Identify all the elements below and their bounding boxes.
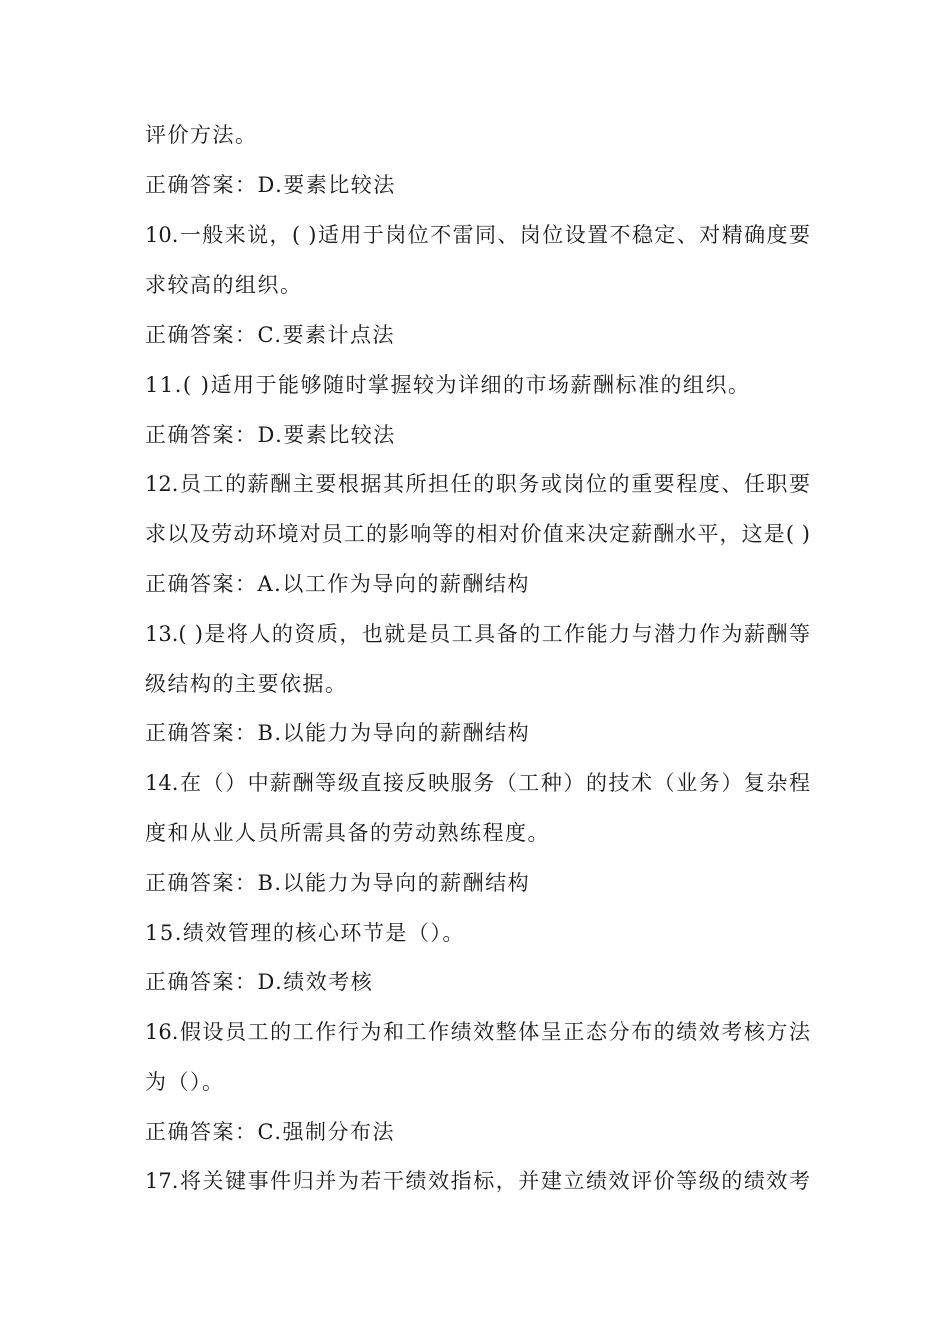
question-line: 16.假设员工的工作行为和工作绩效整体呈正态分布的绩效考核方法: [145, 1020, 810, 1044]
answer-line: 正确答案：D.要素比较法: [145, 173, 396, 197]
question-line: 10.一般来说，( )适用于岗位不雷同、岗位设置不稳定、对精确度要: [145, 223, 810, 247]
question-line: 12.员工的薪酬主要根据其所担任的职务或岗位的重要程度、任职要: [145, 472, 810, 496]
answer-line: 正确答案：C.强制分布法: [145, 1120, 395, 1144]
answer-line: 正确答案：D.绩效考核: [145, 970, 374, 994]
answer-line: 正确答案：A.以工作为导向的薪酬结构: [145, 572, 530, 596]
text-line: 度和从业人员所需具备的劳动熟练程度。: [145, 821, 550, 845]
text-line: 为（）。: [145, 1070, 225, 1094]
answer-line: 正确答案：D.要素比较法: [145, 423, 396, 447]
text-line: 评价方法。: [145, 123, 258, 147]
question-line: 11.( )适用于能够随时掌握较为详细的市场薪酬标准的组织。: [145, 373, 751, 397]
question-line: 15.绩效管理的核心环节是（）。: [145, 921, 465, 945]
text-line: 级结构的主要依据。: [145, 672, 348, 696]
text-line: 求以及劳动环境对员工的影响等的相对价值来决定薪酬水平，这是( ): [145, 522, 810, 546]
question-line: 17.将关键事件归并为若干绩效指标，并建立绩效评价等级的绩效考: [145, 1169, 810, 1193]
answer-line: 正确答案：C.要素计点法: [145, 323, 395, 347]
question-line: 13.( )是将人的资质，也就是员工具备的工作能力与潜力作为薪酬等: [145, 622, 810, 646]
text-line: 求较高的组织。: [145, 273, 303, 297]
answer-line: 正确答案：B.以能力为导向的薪酬结构: [145, 871, 531, 895]
answer-line: 正确答案：B.以能力为导向的薪酬结构: [145, 721, 531, 745]
question-line: 14.在（）中薪酬等级直接反映服务（工种）的技术（业务）复杂程: [145, 771, 810, 795]
